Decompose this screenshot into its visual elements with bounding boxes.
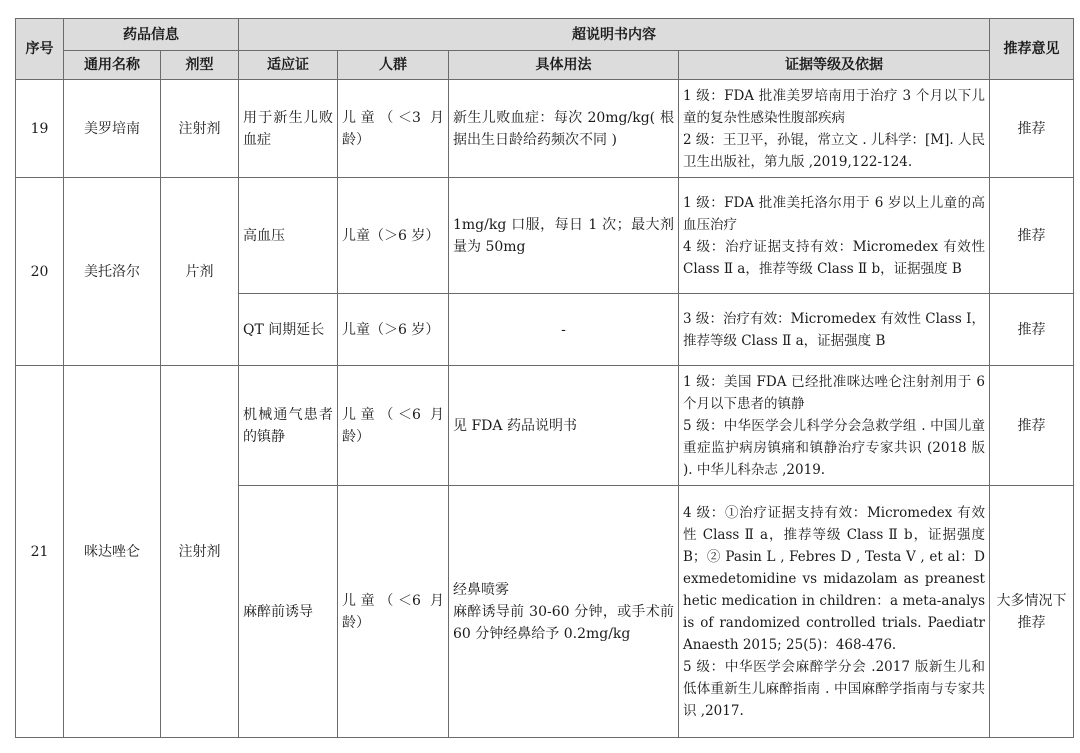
row-evidence: 1 级：FDA 批准美托洛尔用于 6 岁以上儿童的高血压治疗 4 级：治疗证据支持有效：Micromedex 有效性 Class Ⅱ a，推荐等级 Class Ⅱ b，证据强度 B — [679, 178, 990, 294]
row-recommendation: 推荐 — [990, 366, 1074, 486]
header-usage: 具体用法 — [449, 51, 679, 80]
row-dosage-form: 注射剂 — [161, 366, 239, 738]
row-population: 儿童（＜6 月龄） — [338, 366, 449, 486]
row-usage: - — [449, 294, 679, 366]
header-population: 人群 — [338, 51, 449, 80]
off-label-drug-table-container — [15, 18, 1073, 738]
row-generic-name: 咪达唑仑 — [64, 366, 161, 738]
row-population: 儿童（＜3 月龄） — [338, 80, 449, 178]
row-evidence: 4 级：①治疗证据支持有效：Micromedex 有效性 Class Ⅱ a，推荐等级 Class Ⅱ b，证据强度 B；② Pasin L , Febres D , Testa V , et al：Dexmedetomidine vs midazolam as preanesthetic medication in children：a meta-analysis of randomized controlled trials. Paediatr Anaesth 2015; 25(5)：468-476. 5 级：中华医学会麻醉学分会 .2017 版新生儿和低体重新生儿麻醉指南 . 中国麻醉学指南与专家共识 ,2017. — [679, 486, 990, 738]
row-seq: 21 — [16, 366, 64, 738]
row-population: 儿童（＜6 月龄） — [338, 486, 449, 738]
table-header — [16, 19, 1074, 80]
row-indication: 麻醉前诱导 — [239, 486, 338, 738]
off-label-drug-table — [15, 18, 1074, 738]
row-seq: 20 — [16, 178, 64, 366]
row-usage: 新生儿败血症：每次 20mg/kg( 根据出生日龄给药频次不同 ) — [449, 80, 679, 178]
header-evidence: 证据等级及依据 — [679, 51, 990, 80]
row-population: 儿童（＞6 岁） — [338, 294, 449, 366]
row-indication: QT 间期延长 — [239, 294, 338, 366]
header-generic-name: 通用名称 — [64, 51, 161, 80]
row-seq: 19 — [16, 80, 64, 178]
row-dosage-form: 注射剂 — [161, 80, 239, 178]
row-indication: 高血压 — [239, 178, 338, 294]
row-generic-name: 美罗培南 — [64, 80, 161, 178]
table-body — [16, 80, 1074, 738]
row-usage: 1mg/kg 口服，每日 1 次；最大剂量为 50mg — [449, 178, 679, 294]
table-row — [16, 178, 1074, 294]
row-usage: 经鼻喷雾 麻醉诱导前 30-60 分钟，或手术前 60 分钟经鼻给予 0.2mg/kg — [449, 486, 679, 738]
table-row — [16, 80, 1074, 178]
row-evidence: 3 级：治疗有效：Micromedex 有效性 Class Ⅰ，推荐等级 Class Ⅱ a，证据强度 B — [679, 294, 990, 366]
header-seq: 序号 — [16, 19, 64, 80]
row-generic-name: 美托洛尔 — [64, 178, 161, 366]
header-recommendation: 推荐意见 — [990, 19, 1074, 80]
header-indication: 适应证 — [239, 51, 338, 80]
row-population: 儿童（＞6 岁） — [338, 178, 449, 294]
row-recommendation: 大多情况下推荐 — [990, 486, 1074, 738]
table-row — [16, 366, 1074, 486]
row-evidence: 1 级：美国 FDA 已经批准咪达唑仑注射剂用于 6 个月以下患者的镇静 5 级：中华医学会儿科学分会急救学组 . 中国儿童重症监护病房镇痛和镇静治疗专家共识 (2018 版 ). 中华儿科杂志 ,2019. — [679, 366, 990, 486]
row-indication: 用于新生儿败血症 — [239, 80, 338, 178]
row-usage: 见 FDA 药品说明书 — [449, 366, 679, 486]
row-recommendation: 推荐 — [990, 80, 1074, 178]
row-indication: 机械通气患者的镇静 — [239, 366, 338, 486]
row-evidence: 1 级：FDA 批准美罗培南用于治疗 3 个月以下儿童的复杂性感染性腹部疾病 2 级：王卫平，孙锟，常立文 . 儿科学：[M]. 人民卫生出版社，第九版 ,2019,122-124. — [679, 80, 990, 178]
header-off-label-content: 超说明书内容 — [239, 19, 990, 51]
row-recommendation: 推荐 — [990, 178, 1074, 294]
header-dosage-form: 剂型 — [161, 51, 239, 80]
row-recommendation: 推荐 — [990, 294, 1074, 366]
row-dosage-form: 片剂 — [161, 178, 239, 366]
header-drug-info: 药品信息 — [64, 19, 239, 51]
